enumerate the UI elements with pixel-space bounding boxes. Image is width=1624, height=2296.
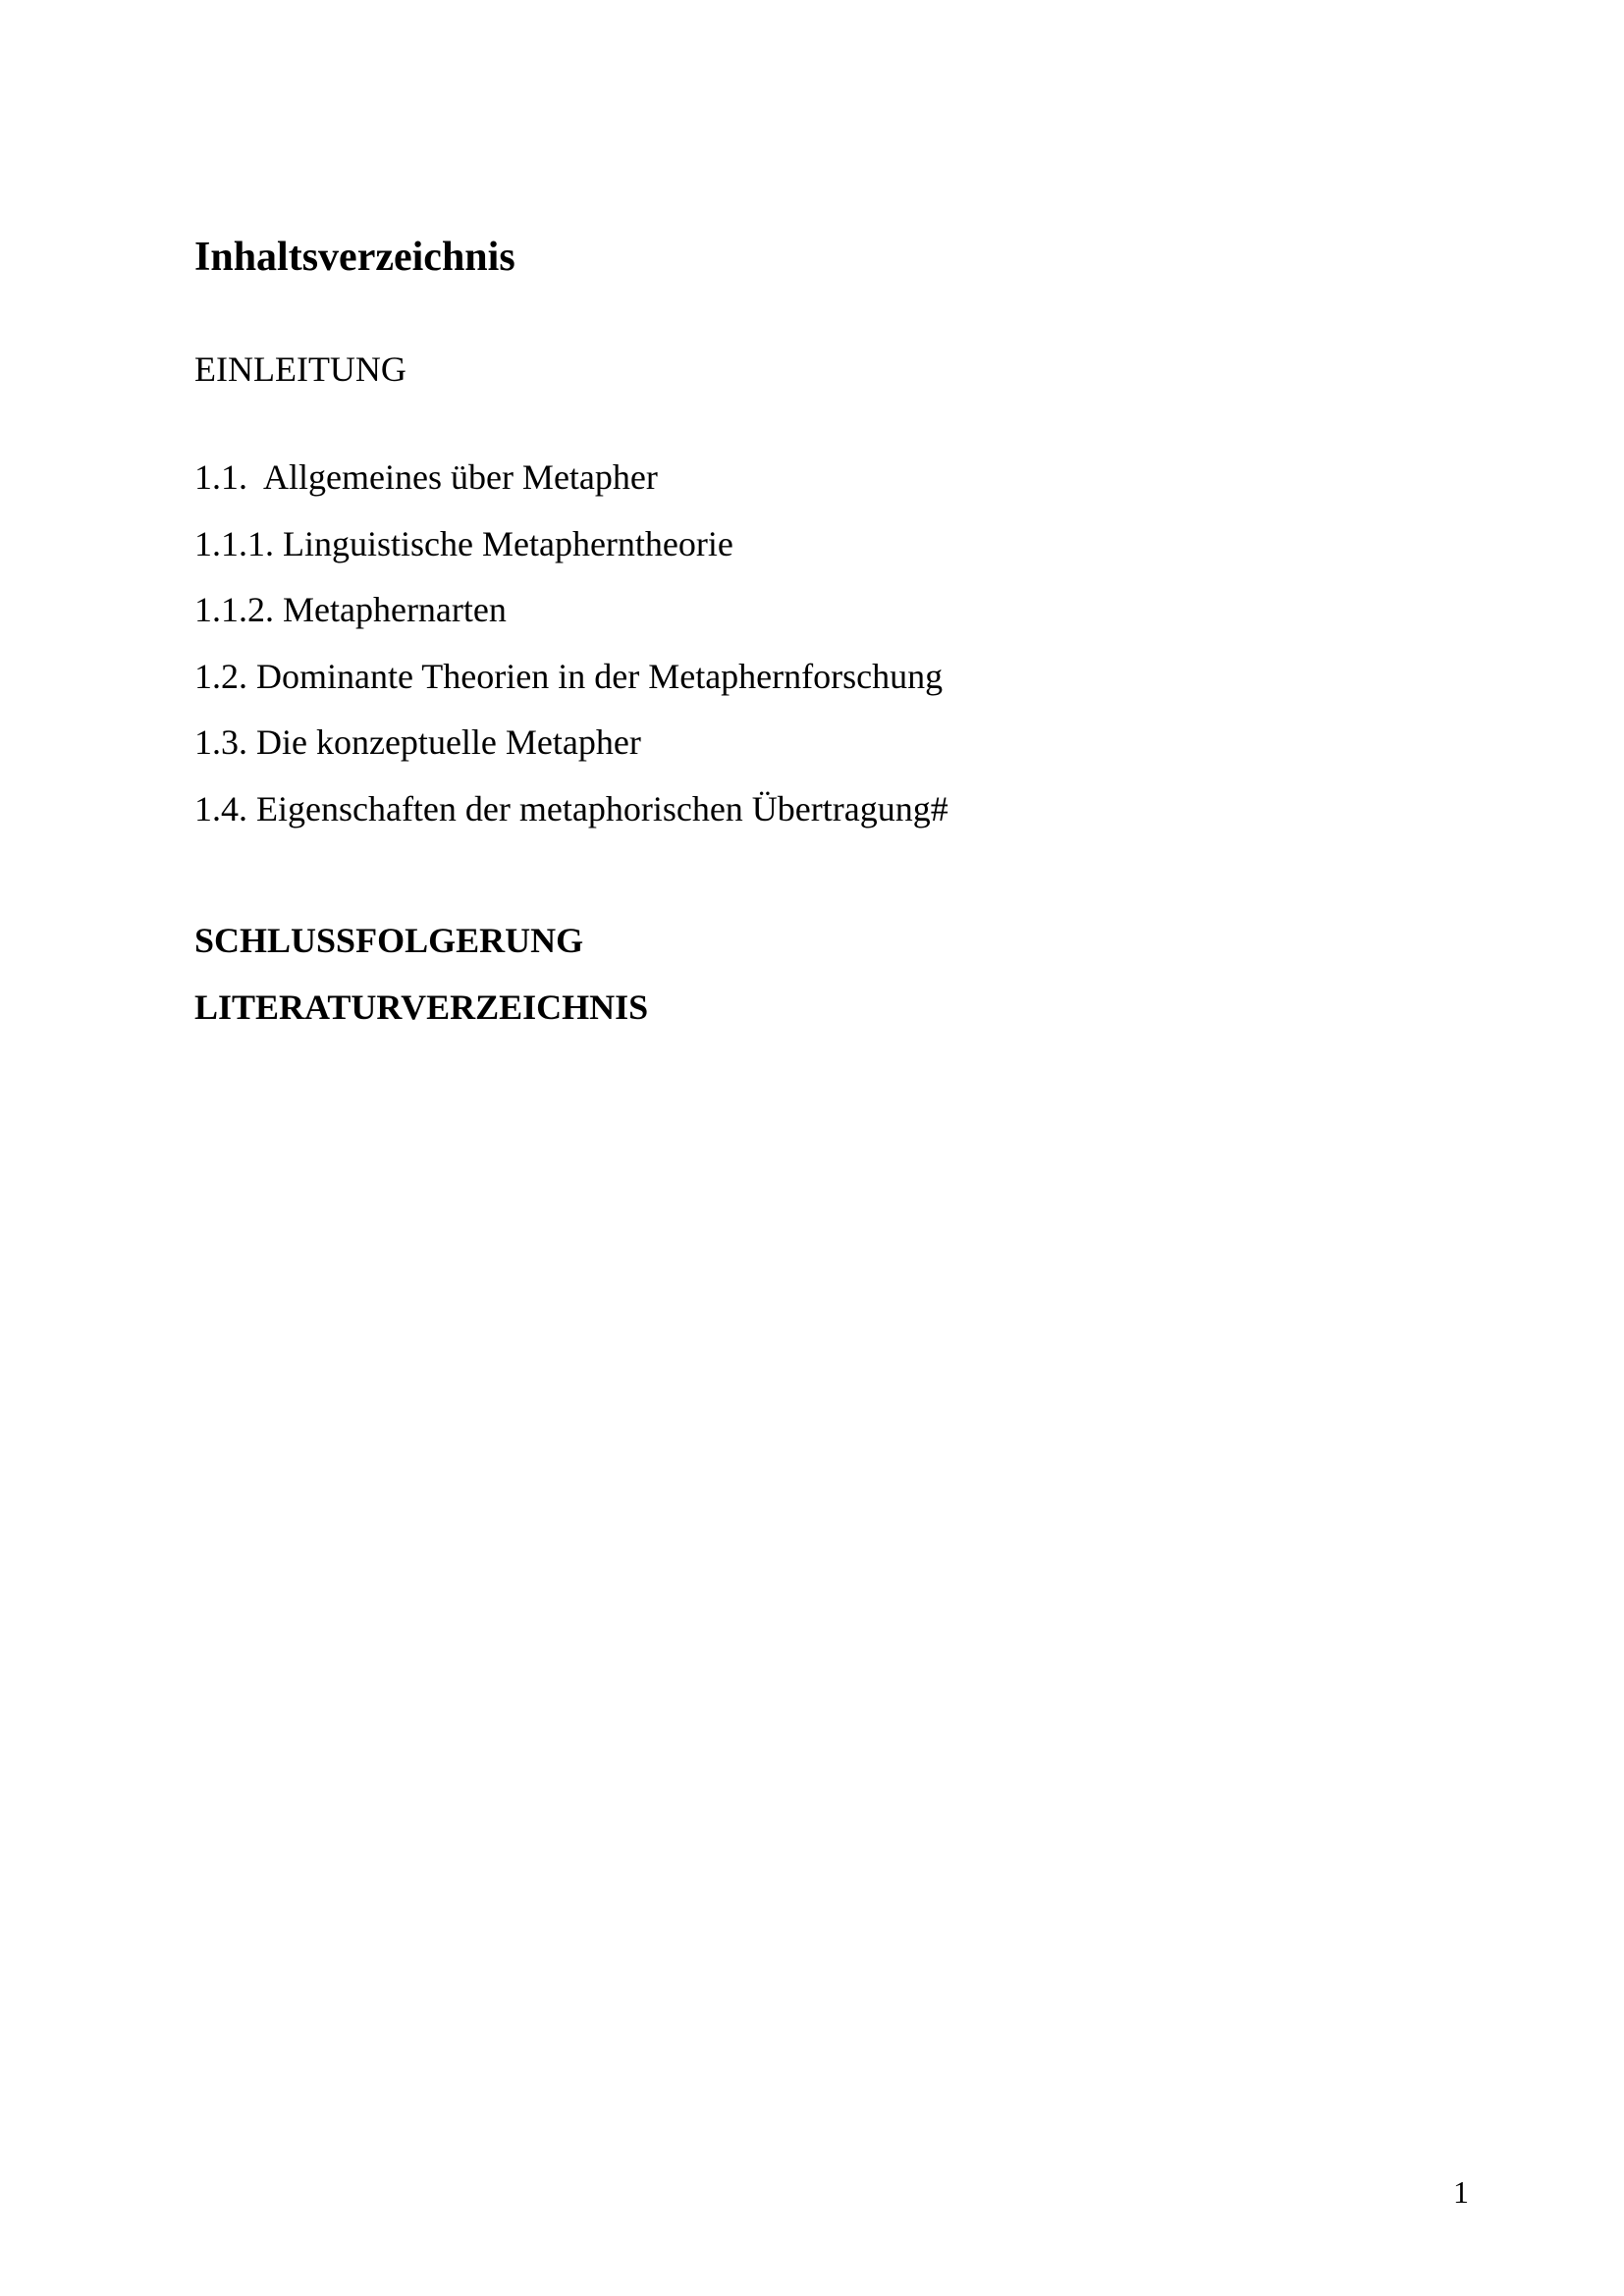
toc-entry: 1.3. Die konzeptuelle Metapher — [194, 722, 641, 762]
toc-heading: Inhaltsverzeichnis — [194, 235, 515, 280]
toc-entry-bibliography: LITERATURVERZEICHNIS — [194, 987, 649, 1027]
toc-entry: 1.1.1. Linguistische Metapherntheorie — [194, 523, 733, 563]
toc-entry: 1.1. Allgemeines über Metapher — [194, 457, 658, 497]
page-number: 1 — [1453, 2174, 1469, 2210]
toc-entry: 1.2. Dominante Theorien in der Metaphernforschung — [194, 656, 944, 696]
toc-end-sections — [194, 908, 648, 1041]
toc-entry: 1.4. Eigenschaften der metaphorischen Übertragung# — [194, 788, 948, 828]
toc-list — [194, 445, 948, 842]
toc-entry-conclusion: SCHLUSSFOLGERUNG — [194, 921, 584, 960]
toc-entry-introduction: EINLEITUNG — [194, 349, 406, 389]
toc-entry: 1.1.2. Metaphernarten — [194, 590, 507, 629]
